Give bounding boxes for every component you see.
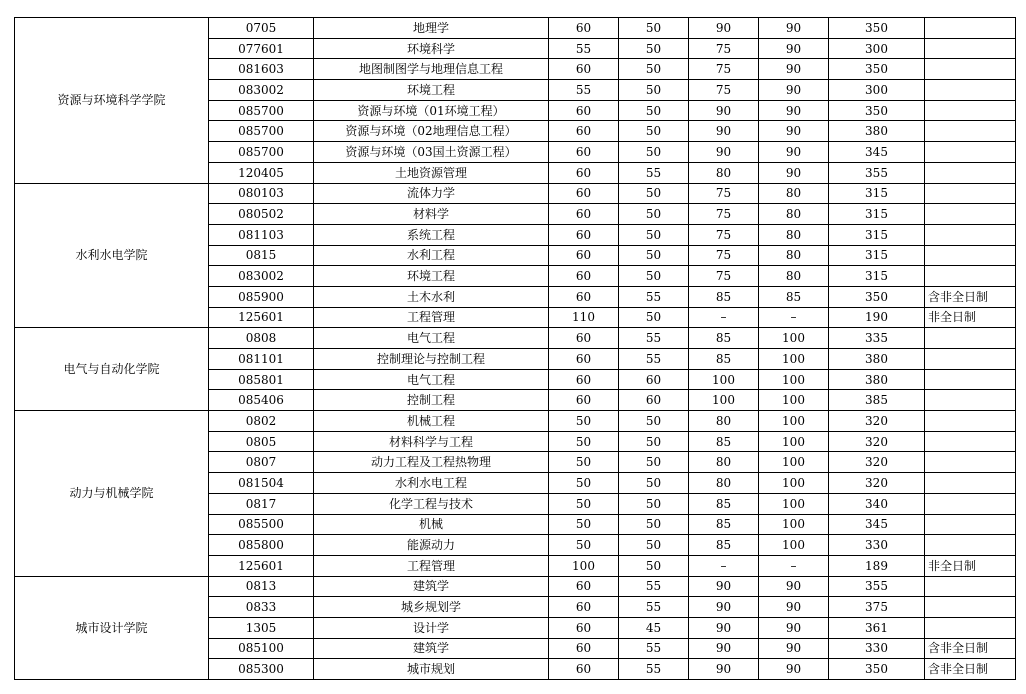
subject-one-score-cell: 100 — [689, 390, 759, 411]
subject-one-score-cell: 75 — [689, 245, 759, 266]
major-code-cell: 081101 — [209, 349, 314, 370]
subject-one-score-cell: 85 — [689, 535, 759, 556]
foreign-language-score-cell: 60 — [619, 390, 689, 411]
major-name-cell: 土木水利 — [314, 286, 549, 307]
subject-two-score-cell: 90 — [759, 597, 829, 618]
college-name-cell: 动力与机械学院 — [15, 411, 209, 577]
total-score-cell: 345 — [829, 142, 925, 163]
subject-one-score-cell: 75 — [689, 80, 759, 101]
subject-two-score-cell: 80 — [759, 204, 829, 225]
major-name-cell: 资源与环境（01环境工程） — [314, 100, 549, 121]
foreign-language-score-cell: 50 — [619, 204, 689, 225]
total-score-cell: 350 — [829, 659, 925, 680]
major-name-cell: 机械工程 — [314, 411, 549, 432]
subject-one-score-cell: 75 — [689, 59, 759, 80]
subject-two-score-cell: 80 — [759, 266, 829, 287]
major-code-cell: 0817 — [209, 493, 314, 514]
subject-one-score-cell: 75 — [689, 204, 759, 225]
subject-one-score-cell: 90 — [689, 100, 759, 121]
remark-cell — [925, 100, 1016, 121]
subject-two-score-cell: 90 — [759, 59, 829, 80]
politics-score-cell: 60 — [549, 18, 619, 39]
major-name-cell: 动力工程及工程热物理 — [314, 452, 549, 473]
major-name-cell: 流体力学 — [314, 183, 549, 204]
politics-score-cell: 50 — [549, 535, 619, 556]
remark-cell — [925, 473, 1016, 494]
major-code-cell: 0813 — [209, 576, 314, 597]
major-name-cell: 控制理论与控制工程 — [314, 349, 549, 370]
subject-two-score-cell: 90 — [759, 18, 829, 39]
total-score-cell: 320 — [829, 473, 925, 494]
remark-cell — [925, 431, 1016, 452]
politics-score-cell: 100 — [549, 555, 619, 576]
major-name-cell: 城乡规划学 — [314, 597, 549, 618]
subject-two-score-cell: 100 — [759, 535, 829, 556]
remark-cell — [925, 18, 1016, 39]
total-score-cell: 320 — [829, 431, 925, 452]
remark-cell — [925, 121, 1016, 142]
major-name-cell: 地图制图学与地理信息工程 — [314, 59, 549, 80]
subject-two-score-cell: 100 — [759, 369, 829, 390]
remark-cell — [925, 80, 1016, 101]
major-code-cell: 085100 — [209, 638, 314, 659]
subject-one-score-cell: 100 — [689, 369, 759, 390]
politics-score-cell: 60 — [549, 100, 619, 121]
remark-cell — [925, 266, 1016, 287]
subject-one-score-cell: 85 — [689, 349, 759, 370]
major-name-cell: 资源与环境（02地理信息工程） — [314, 121, 549, 142]
politics-score-cell: 60 — [549, 390, 619, 411]
politics-score-cell: 55 — [549, 38, 619, 59]
major-name-cell: 机械 — [314, 514, 549, 535]
politics-score-cell: 60 — [549, 121, 619, 142]
foreign-language-score-cell: 50 — [619, 411, 689, 432]
politics-score-cell: 60 — [549, 617, 619, 638]
total-score-cell: 320 — [829, 452, 925, 473]
subject-two-score-cell: 100 — [759, 473, 829, 494]
major-name-cell: 城市规划 — [314, 659, 549, 680]
total-score-cell: 350 — [829, 18, 925, 39]
major-code-cell: 085700 — [209, 121, 314, 142]
politics-score-cell: 60 — [549, 59, 619, 80]
major-name-cell: 设计学 — [314, 617, 549, 638]
remark-cell — [925, 514, 1016, 535]
politics-score-cell: 60 — [549, 162, 619, 183]
major-name-cell: 建筑学 — [314, 638, 549, 659]
politics-score-cell: 60 — [549, 659, 619, 680]
politics-score-cell: 55 — [549, 80, 619, 101]
politics-score-cell: 60 — [549, 638, 619, 659]
major-code-cell: 081103 — [209, 224, 314, 245]
subject-two-score-cell: 90 — [759, 80, 829, 101]
foreign-language-score-cell: 50 — [619, 266, 689, 287]
major-code-cell: 085300 — [209, 659, 314, 680]
subject-two-score-cell: 90 — [759, 100, 829, 121]
remark-cell: 非全日制 — [925, 307, 1016, 328]
subject-one-score-cell: 85 — [689, 514, 759, 535]
major-name-cell: 建筑学 — [314, 576, 549, 597]
foreign-language-score-cell: 55 — [619, 576, 689, 597]
subject-two-score-cell: 100 — [759, 328, 829, 349]
total-score-cell: 385 — [829, 390, 925, 411]
major-code-cell: 085700 — [209, 142, 314, 163]
total-score-cell: 350 — [829, 286, 925, 307]
total-score-cell: 190 — [829, 307, 925, 328]
major-code-cell: 0807 — [209, 452, 314, 473]
politics-score-cell: 50 — [549, 452, 619, 473]
remark-cell — [925, 224, 1016, 245]
politics-score-cell: 60 — [549, 204, 619, 225]
remark-cell: 非全日制 — [925, 555, 1016, 576]
table-row — [15, 411, 1016, 432]
college-name-cell: 电气与自动化学院 — [15, 328, 209, 411]
total-score-cell: 335 — [829, 328, 925, 349]
subject-one-score-cell: 90 — [689, 121, 759, 142]
remark-cell — [925, 617, 1016, 638]
subject-two-score-cell: 90 — [759, 142, 829, 163]
major-name-cell: 资源与环境（03国土资源工程） — [314, 142, 549, 163]
remark-cell — [925, 328, 1016, 349]
remark-cell — [925, 597, 1016, 618]
foreign-language-score-cell: 55 — [619, 162, 689, 183]
politics-score-cell: 50 — [549, 473, 619, 494]
subject-two-score-cell: 90 — [759, 638, 829, 659]
remark-cell — [925, 390, 1016, 411]
subject-two-score-cell: 80 — [759, 224, 829, 245]
college-name-cell: 水利水电学院 — [15, 183, 209, 328]
subject-one-score-cell: – — [689, 307, 759, 328]
remark-cell — [925, 493, 1016, 514]
subject-one-score-cell: 90 — [689, 659, 759, 680]
remark-cell: 含非全日制 — [925, 659, 1016, 680]
politics-score-cell: 60 — [549, 224, 619, 245]
subject-two-score-cell: 90 — [759, 617, 829, 638]
foreign-language-score-cell: 60 — [619, 369, 689, 390]
remark-cell — [925, 452, 1016, 473]
total-score-cell: 315 — [829, 266, 925, 287]
table-row — [15, 576, 1016, 597]
subject-one-score-cell: 80 — [689, 452, 759, 473]
subject-two-score-cell: 100 — [759, 514, 829, 535]
total-score-cell: 345 — [829, 514, 925, 535]
total-score-cell: 330 — [829, 638, 925, 659]
total-score-cell: 350 — [829, 59, 925, 80]
total-score-cell: 330 — [829, 535, 925, 556]
remark-cell — [925, 535, 1016, 556]
foreign-language-score-cell: 50 — [619, 473, 689, 494]
major-code-cell: 0815 — [209, 245, 314, 266]
politics-score-cell: 60 — [549, 369, 619, 390]
foreign-language-score-cell: 50 — [619, 493, 689, 514]
major-code-cell: 080502 — [209, 204, 314, 225]
major-name-cell: 系统工程 — [314, 224, 549, 245]
subject-two-score-cell: 90 — [759, 659, 829, 680]
table-row — [15, 18, 1016, 39]
major-name-cell: 化学工程与技术 — [314, 493, 549, 514]
foreign-language-score-cell: 50 — [619, 183, 689, 204]
total-score-cell: 315 — [829, 204, 925, 225]
subject-two-score-cell: 90 — [759, 576, 829, 597]
major-name-cell: 水利工程 — [314, 245, 549, 266]
foreign-language-score-cell: 50 — [619, 245, 689, 266]
total-score-cell: 380 — [829, 369, 925, 390]
politics-score-cell: 110 — [549, 307, 619, 328]
subject-two-score-cell: 100 — [759, 431, 829, 452]
foreign-language-score-cell: 50 — [619, 18, 689, 39]
total-score-cell: 300 — [829, 80, 925, 101]
subject-two-score-cell: 100 — [759, 390, 829, 411]
major-code-cell: 0808 — [209, 328, 314, 349]
remark-cell — [925, 369, 1016, 390]
subject-one-score-cell: 85 — [689, 328, 759, 349]
college-name-cell: 资源与环境科学学院 — [15, 18, 209, 184]
major-name-cell: 电气工程 — [314, 328, 549, 349]
subject-one-score-cell: 80 — [689, 162, 759, 183]
major-code-cell: 085500 — [209, 514, 314, 535]
subject-one-score-cell: 90 — [689, 576, 759, 597]
major-code-cell: 0705 — [209, 18, 314, 39]
foreign-language-score-cell: 50 — [619, 142, 689, 163]
subject-two-score-cell: 90 — [759, 121, 829, 142]
foreign-language-score-cell: 55 — [619, 659, 689, 680]
major-code-cell: 077601 — [209, 38, 314, 59]
major-code-cell: 085700 — [209, 100, 314, 121]
foreign-language-score-cell: 50 — [619, 431, 689, 452]
foreign-language-score-cell: 50 — [619, 555, 689, 576]
total-score-cell: 375 — [829, 597, 925, 618]
foreign-language-score-cell: 45 — [619, 617, 689, 638]
total-score-cell: 361 — [829, 617, 925, 638]
foreign-language-score-cell: 50 — [619, 100, 689, 121]
subject-one-score-cell: 90 — [689, 142, 759, 163]
major-name-cell: 地理学 — [314, 18, 549, 39]
major-code-cell: 083002 — [209, 266, 314, 287]
politics-score-cell: 50 — [549, 411, 619, 432]
major-code-cell: 085801 — [209, 369, 314, 390]
politics-score-cell: 50 — [549, 493, 619, 514]
subject-one-score-cell: 80 — [689, 411, 759, 432]
total-score-cell: 355 — [829, 162, 925, 183]
remark-cell — [925, 576, 1016, 597]
major-name-cell: 工程管理 — [314, 307, 549, 328]
major-code-cell: 083002 — [209, 80, 314, 101]
major-code-cell: 0802 — [209, 411, 314, 432]
politics-score-cell: 60 — [549, 286, 619, 307]
politics-score-cell: 60 — [549, 328, 619, 349]
total-score-cell: 350 — [829, 100, 925, 121]
remark-cell — [925, 245, 1016, 266]
major-code-cell: 080103 — [209, 183, 314, 204]
remark-cell — [925, 204, 1016, 225]
politics-score-cell: 50 — [549, 514, 619, 535]
subject-two-score-cell: 100 — [759, 493, 829, 514]
politics-score-cell: 60 — [549, 142, 619, 163]
total-score-cell: 380 — [829, 349, 925, 370]
major-name-cell: 能源动力 — [314, 535, 549, 556]
remark-cell — [925, 142, 1016, 163]
major-name-cell: 材料科学与工程 — [314, 431, 549, 452]
total-score-cell: 380 — [829, 121, 925, 142]
foreign-language-score-cell: 55 — [619, 328, 689, 349]
politics-score-cell: 60 — [549, 597, 619, 618]
subject-one-score-cell: 90 — [689, 617, 759, 638]
subject-two-score-cell: 90 — [759, 38, 829, 59]
remark-cell — [925, 59, 1016, 80]
subject-one-score-cell: 75 — [689, 183, 759, 204]
subject-one-score-cell: 75 — [689, 38, 759, 59]
foreign-language-score-cell: 50 — [619, 38, 689, 59]
major-code-cell: 085900 — [209, 286, 314, 307]
subject-one-score-cell: 80 — [689, 473, 759, 494]
foreign-language-score-cell: 50 — [619, 224, 689, 245]
subject-one-score-cell: 85 — [689, 286, 759, 307]
remark-cell — [925, 38, 1016, 59]
major-code-cell: 085800 — [209, 535, 314, 556]
major-name-cell: 电气工程 — [314, 369, 549, 390]
major-code-cell: 081504 — [209, 473, 314, 494]
major-code-cell: 081603 — [209, 59, 314, 80]
subject-one-score-cell: 85 — [689, 431, 759, 452]
total-score-cell: 315 — [829, 224, 925, 245]
remark-cell — [925, 349, 1016, 370]
total-score-cell: 189 — [829, 555, 925, 576]
total-score-cell: 315 — [829, 183, 925, 204]
major-code-cell: 1305 — [209, 617, 314, 638]
politics-score-cell: 50 — [549, 431, 619, 452]
remark-cell — [925, 183, 1016, 204]
remark-cell: 含非全日制 — [925, 638, 1016, 659]
subject-two-score-cell: 90 — [759, 162, 829, 183]
college-name-cell: 城市设计学院 — [15, 576, 209, 679]
subject-one-score-cell: 90 — [689, 18, 759, 39]
subject-two-score-cell: – — [759, 555, 829, 576]
subject-two-score-cell: 100 — [759, 349, 829, 370]
subject-one-score-cell: 85 — [689, 493, 759, 514]
subject-one-score-cell: 90 — [689, 638, 759, 659]
major-code-cell: 125601 — [209, 307, 314, 328]
subject-two-score-cell: – — [759, 307, 829, 328]
foreign-language-score-cell: 55 — [619, 349, 689, 370]
remark-cell: 含非全日制 — [925, 286, 1016, 307]
subject-one-score-cell: 75 — [689, 224, 759, 245]
major-name-cell: 土地资源管理 — [314, 162, 549, 183]
score-table-body — [15, 18, 1016, 680]
total-score-cell: 340 — [829, 493, 925, 514]
major-name-cell: 材料学 — [314, 204, 549, 225]
major-name-cell: 环境工程 — [314, 266, 549, 287]
total-score-cell: 300 — [829, 38, 925, 59]
politics-score-cell: 60 — [549, 266, 619, 287]
foreign-language-score-cell: 50 — [619, 121, 689, 142]
foreign-language-score-cell: 50 — [619, 80, 689, 101]
foreign-language-score-cell: 50 — [619, 307, 689, 328]
foreign-language-score-cell: 55 — [619, 286, 689, 307]
major-code-cell: 120405 — [209, 162, 314, 183]
major-code-cell: 0805 — [209, 431, 314, 452]
table-row — [15, 328, 1016, 349]
foreign-language-score-cell: 55 — [619, 597, 689, 618]
politics-score-cell: 60 — [549, 245, 619, 266]
major-name-cell: 环境工程 — [314, 80, 549, 101]
table-row — [15, 183, 1016, 204]
total-score-cell: 320 — [829, 411, 925, 432]
score-table — [14, 17, 1016, 680]
major-name-cell: 工程管理 — [314, 555, 549, 576]
total-score-cell: 355 — [829, 576, 925, 597]
major-name-cell: 控制工程 — [314, 390, 549, 411]
subject-one-score-cell: 75 — [689, 266, 759, 287]
foreign-language-score-cell: 50 — [619, 535, 689, 556]
politics-score-cell: 60 — [549, 349, 619, 370]
major-name-cell: 水利水电工程 — [314, 473, 549, 494]
politics-score-cell: 60 — [549, 576, 619, 597]
foreign-language-score-cell: 55 — [619, 638, 689, 659]
remark-cell — [925, 411, 1016, 432]
politics-score-cell: 60 — [549, 183, 619, 204]
foreign-language-score-cell: 50 — [619, 514, 689, 535]
major-name-cell: 环境科学 — [314, 38, 549, 59]
major-code-cell: 0833 — [209, 597, 314, 618]
subject-two-score-cell: 100 — [759, 452, 829, 473]
subject-one-score-cell: – — [689, 555, 759, 576]
subject-one-score-cell: 90 — [689, 597, 759, 618]
total-score-cell: 315 — [829, 245, 925, 266]
subject-two-score-cell: 100 — [759, 411, 829, 432]
foreign-language-score-cell: 50 — [619, 452, 689, 473]
major-code-cell: 125601 — [209, 555, 314, 576]
major-code-cell: 085406 — [209, 390, 314, 411]
subject-two-score-cell: 80 — [759, 183, 829, 204]
remark-cell — [925, 162, 1016, 183]
subject-two-score-cell: 85 — [759, 286, 829, 307]
foreign-language-score-cell: 50 — [619, 59, 689, 80]
subject-two-score-cell: 80 — [759, 245, 829, 266]
